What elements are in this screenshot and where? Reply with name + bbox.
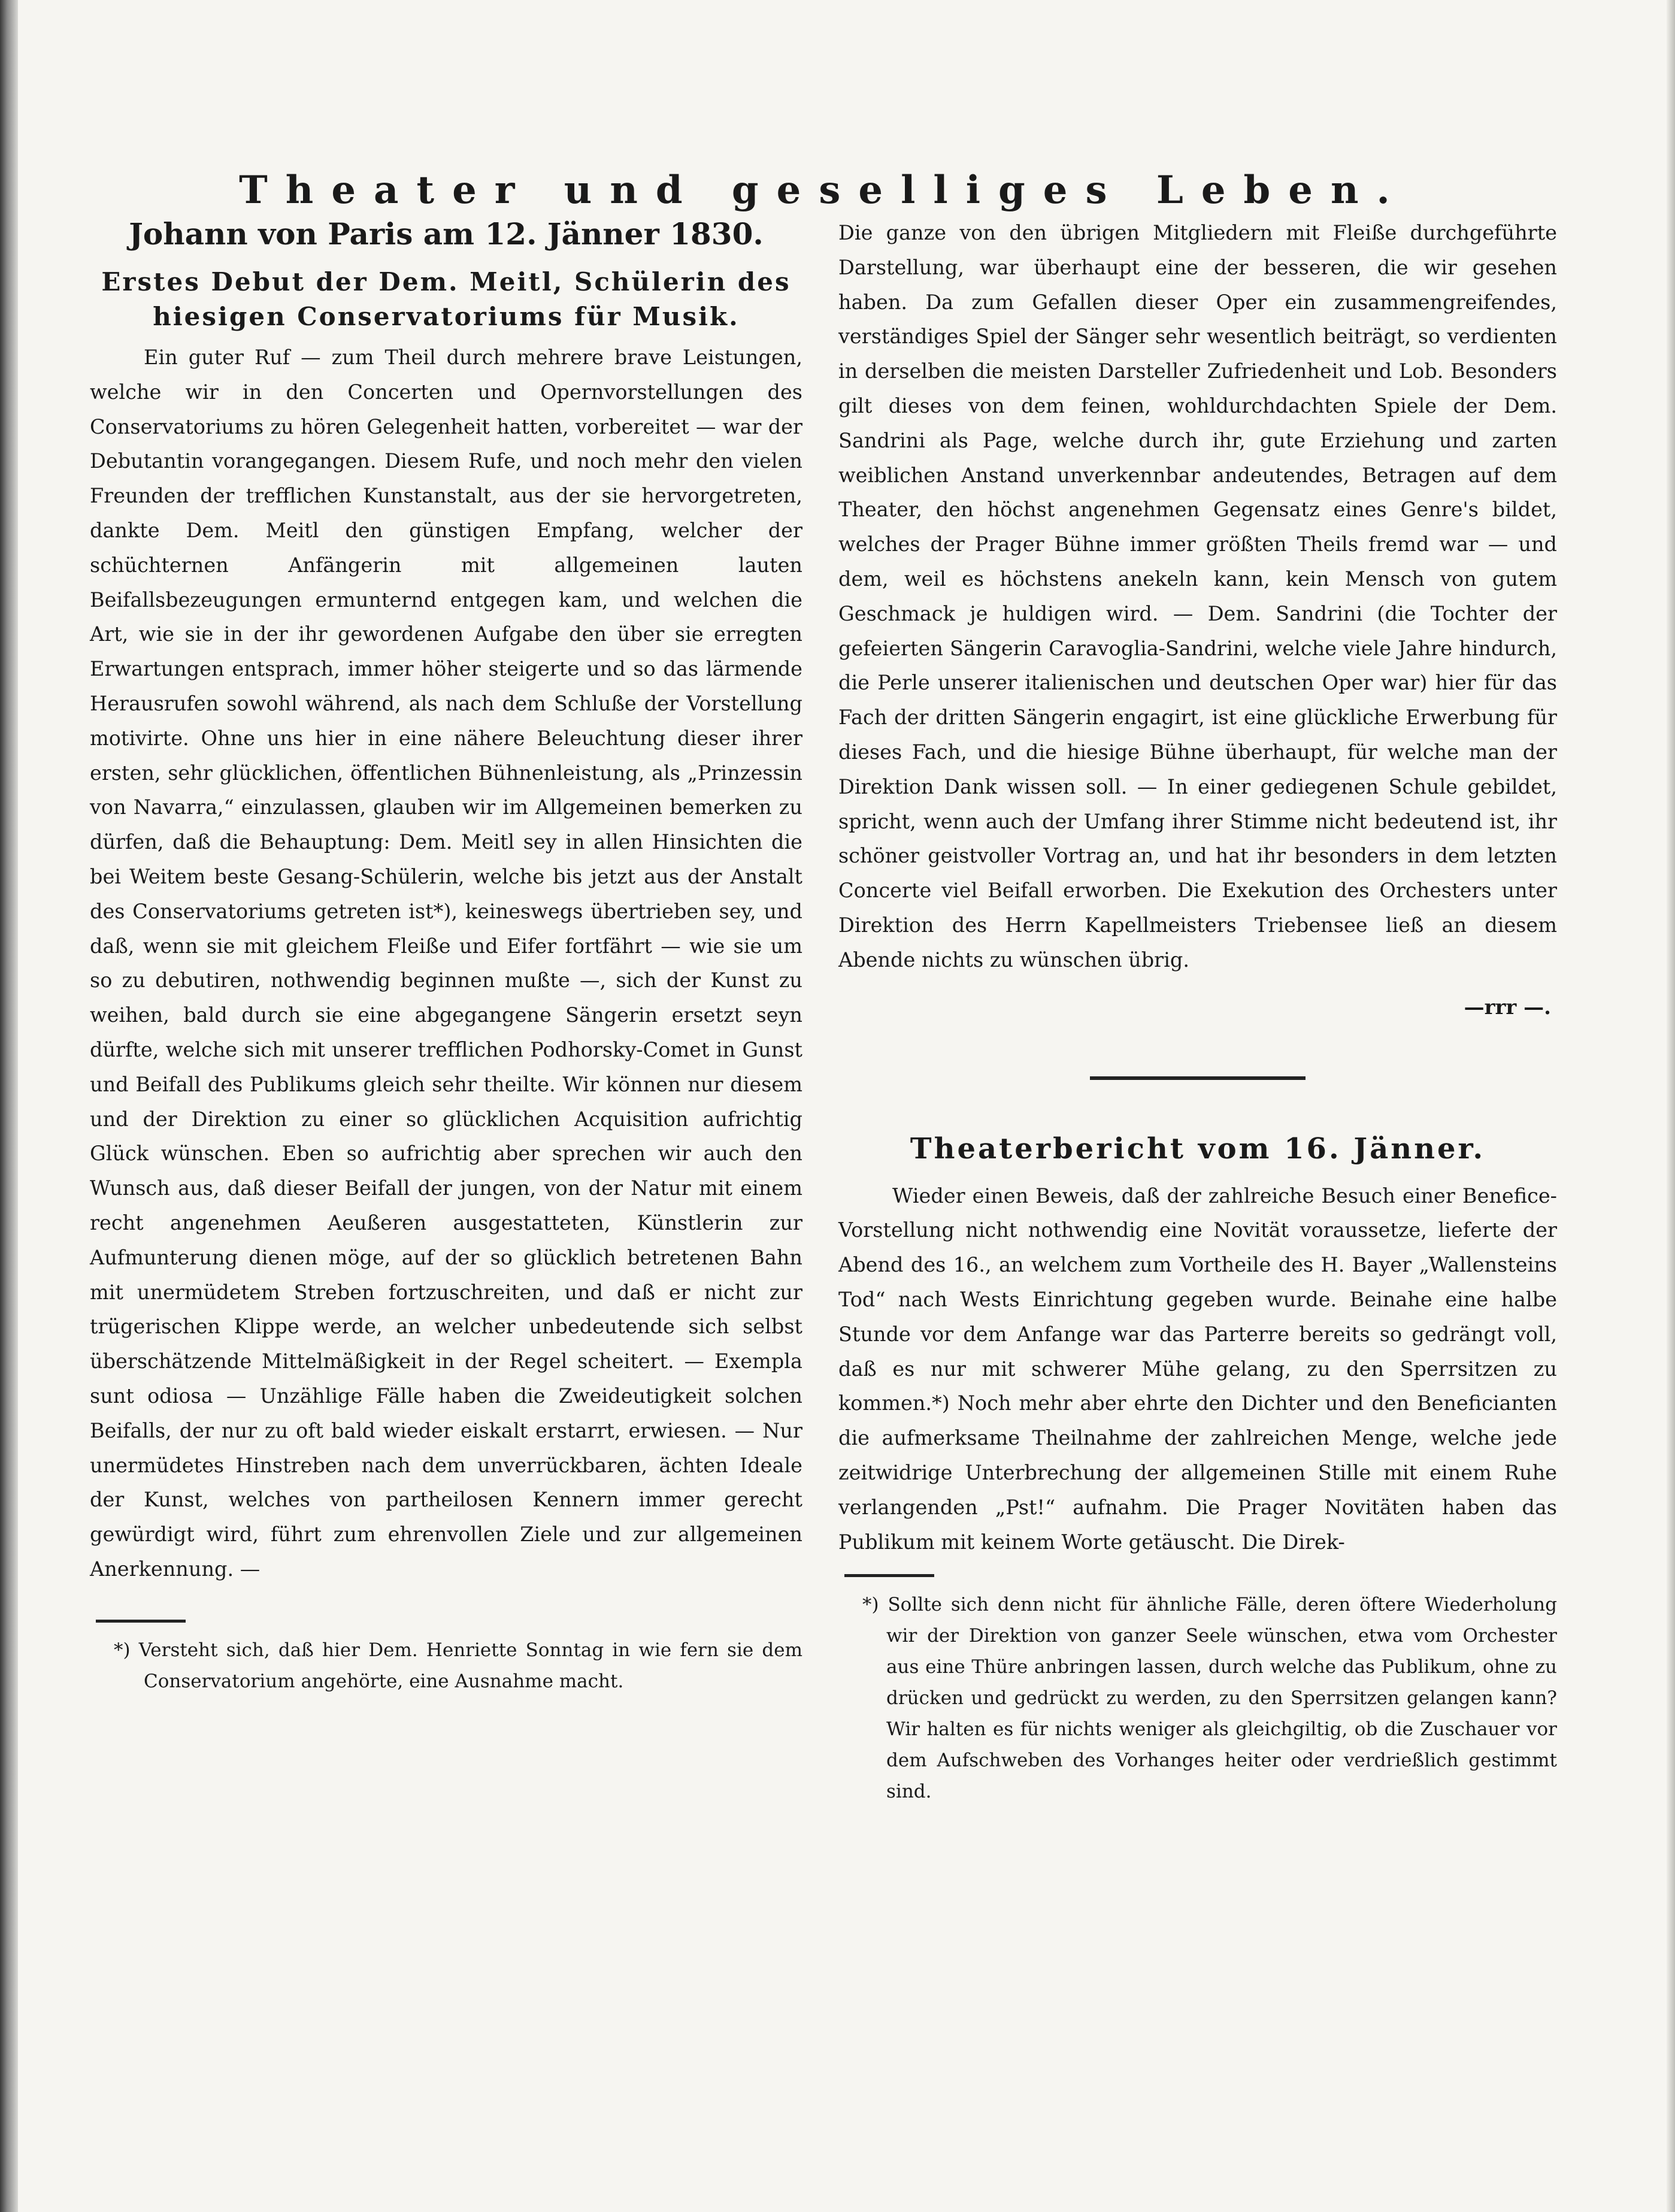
- article-title-theaterbericht: Theaterbericht vom 16. Jänner.: [910, 1131, 1486, 1166]
- scan-right-edge: [1667, 0, 1675, 2212]
- left-column: [90, 216, 802, 1697]
- footnote-divider: [96, 1620, 186, 1623]
- footnote-sonntag: *) Versteht sich, daß hier Dem. Henriette Sonntag in wie fern sie dem Conservatorium angehörte, eine Ausnahme macht.: [114, 1639, 802, 1692]
- footnote-orchestra-door: *) Sollte sich denn nicht für ähnliche Fälle, deren öftere Wiederholung wir der Direktion von ganzer Seele wünschen, etwa vom Orchester aus eine Thüre anbringen lassen, durch welche das Publikum, ohne zu drücken und gedrückt zu werden, zu den Sperrsitzen gelangen kann? Wir halten es für nichts weniger als gleichgiltig, ob die Zuschauer vor dem Aufschweben des Vorhanges heiter oder verdrießlich gestimmt sind.: [862, 1594, 1557, 1803]
- newspaper-page: [90, 150, 1557, 2126]
- article-separator: [1090, 1076, 1306, 1080]
- footnote-divider-right: [844, 1574, 934, 1577]
- section-header: Theater und geselliges Leben.: [239, 168, 1408, 213]
- article-body-debut: Ein guter Ruf — zum Theil durch mehrere brave Leistungen, welche wir in den Concerten und Opernvorstellungen des Conservatoriums zu hören Gelegenheit hatten, vorbereitet — war der Debutantin vorangegangen. Diesem Rufe, und noch mehr den vielen Freunden der trefflichen Kunstanstalt, aus der sie hervorgetreten, dankte Dem. Meitl den günstigen Empfang, welcher der schüchternen Anfängerin mit allgemeinen lauten Beifallsbezeugungen ermunternd entgegen kam, und welchen die Art, wie sie in der ihr gewordenen Aufgabe den über sie erregten Erwartungen entsprach, immer höher steigerte und so das lärmende Herausrufen sowohl während, als nach dem Schluße der Vorstellung motivirte. Ohne uns hier in eine nähere Beleuchtung dieser ihrer ersten, sehr glücklichen, öffentlichen Bühnenleistung, als „Prinzessin von Navarra,“ einzulassen, glauben wir im Allgemeinen bemerken zu dürfen, daß die Behauptung: Dem. Meitl sey in allen Hinsichten die bei Weitem beste Gesang-Schülerin, welche bis jetzt aus der Anstalt des Conservatoriums getreten ist*), keineswegs übertrieben sey, und daß, wenn sie mit gleichem Fleiße und Eifer fortfährt — wie sie um so zu debutiren, nothwendig beginnen mußte —, sich der Kunst zu weihen, bald durch sie eine abgegangene Sängerin ersetzt seyn dürfte, welche sich mit unserer trefflichen Podhorsky-Comet in Gunst und Beifall des Publikums gleich sehr theilte. Wir können nur diesem und der Direktion zu einer so glücklichen Acquisition aufrichtig Glück wünschen. Eben so aufrichtig aber sprechen wir auch den Wunsch aus, daß dieser Beifall der jungen, von der Natur mit einem recht angenehmen Aeußeren ausgestatteten, Künstlerin zur Aufmunterung dienen möge, auf der so glücklich betretenen Bahn mit unermüdetem Streben fortzuschreiten, und daß er nicht zur trügerischen Klippe werde, an welcher unbedeutende sich selbst überschätzende Mittelmäßigkeit in der Regel scheitert. — Exempla sunt odiosa — Unzählige Fälle haben die Zweideutigkeit solchen Beifalls, der nur zu oft bald wieder eiskalt erstarrt, erwiesen. — Nur unermüdetes Hinstreben nach dem unverrückbaren, ächten Ideale der Kunst, welches von partheilosen Kennern immer gerecht gewürdigt wird, führt zum ehrenvollen Ziele und zur allgemeinen Anerkennung. —: [90, 346, 802, 1581]
- right-column: [838, 216, 1557, 1807]
- article-body-theaterbericht: Wieder einen Beweis, daß der zahlreiche Besuch einer Benefice-Vorstellung nicht nothwendig eine Novität voraussetze, lieferte der Abend des 16., an welchem zum Vortheile des H. Bayer „Wallensteins Tod“ nach Wests Einrichtung gegeben wurde. Beinahe eine halbe Stunde vor dem Anfange war das Parterre bereits so gedrängt voll, daß es nur mit schwerer Mühe gelang, zu den Sperrsitzen zu kommen.*) Noch mehr aber ehrte den Dichter und den Beneficianten die aufmerksame Theilnahme der zahlreichen Menge, welche jede zeitwidrige Unterbrechung der allgemeinen Stille mit einem Ruhe verlangenden „Pst!“ aufnahm. Die Prager Novitäten haben das Publikum mit keinem Worte getäuscht. Die Direk-: [838, 1184, 1557, 1554]
- author-signature: —rrr —.: [1464, 995, 1551, 1019]
- article-subtitle-debut: Erstes Debut der Dem. Meitl, Schülerin des hiesigen Conservatoriums für Musik.: [101, 267, 791, 331]
- article-body-continuation: Die ganze von den übrigen Mitgliedern mit Fleiße durchgeführte Darstellung, war überhaupt eine der besseren, die wir gesehen haben. Da zum Gefallen dieser Oper ein zusammengreifendes, verständiges Spiel der Sänger sehr wesentlich beiträgt, so verdienten in derselben die meisten Darsteller Zufriedenheit und Lob. Besonders gilt dieses von dem feinen, wohldurchdachten Spiele der Dem. Sandrini als Page, welche durch ihr, gute Erziehung und zarten weiblichen Anstand unverkennbar andeutendes, Betragen auf dem Theater, den höchst angenehmen Gegensatz eines Genre's bildet, welches der Prager Bühne immer größten Theils fremd war — und dem, weil es höchstens anekeln kann, kein Mensch von gutem Geschmack je huldigen wird. — Dem. Sandrini (die Tochter der gefeierten Sängerin Caravoglia-Sandrini, welche viele Jahre hindurch, die Perle unserer italienischen und deutschen Oper war) hier für das Fach der dritten Sängerin engagirt, ist eine glückliche Erwerbung für dieses Fach, und die hiesige Bühne überhaupt, für welche man der Direktion Dank wissen soll. — In einer gediegenen Schule gebildet, spricht, wenn auch der Umfang ihrer Stimme nicht bedeutend ist, ihr schöner geistvoller Vortrag an, und hat ihr besonders in dem letzten Concerte viel Beifall erworben. Die Exekution des Orchesters unter Direktion des Herrn Kapellmeisters Triebensee ließ an diesem Abende nichts zu wünschen übrig.: [838, 221, 1557, 972]
- article-title-johann-von-paris: Johann von Paris am 12. Jänner 1830.: [129, 216, 764, 252]
- scan-left-edge: [0, 0, 18, 2212]
